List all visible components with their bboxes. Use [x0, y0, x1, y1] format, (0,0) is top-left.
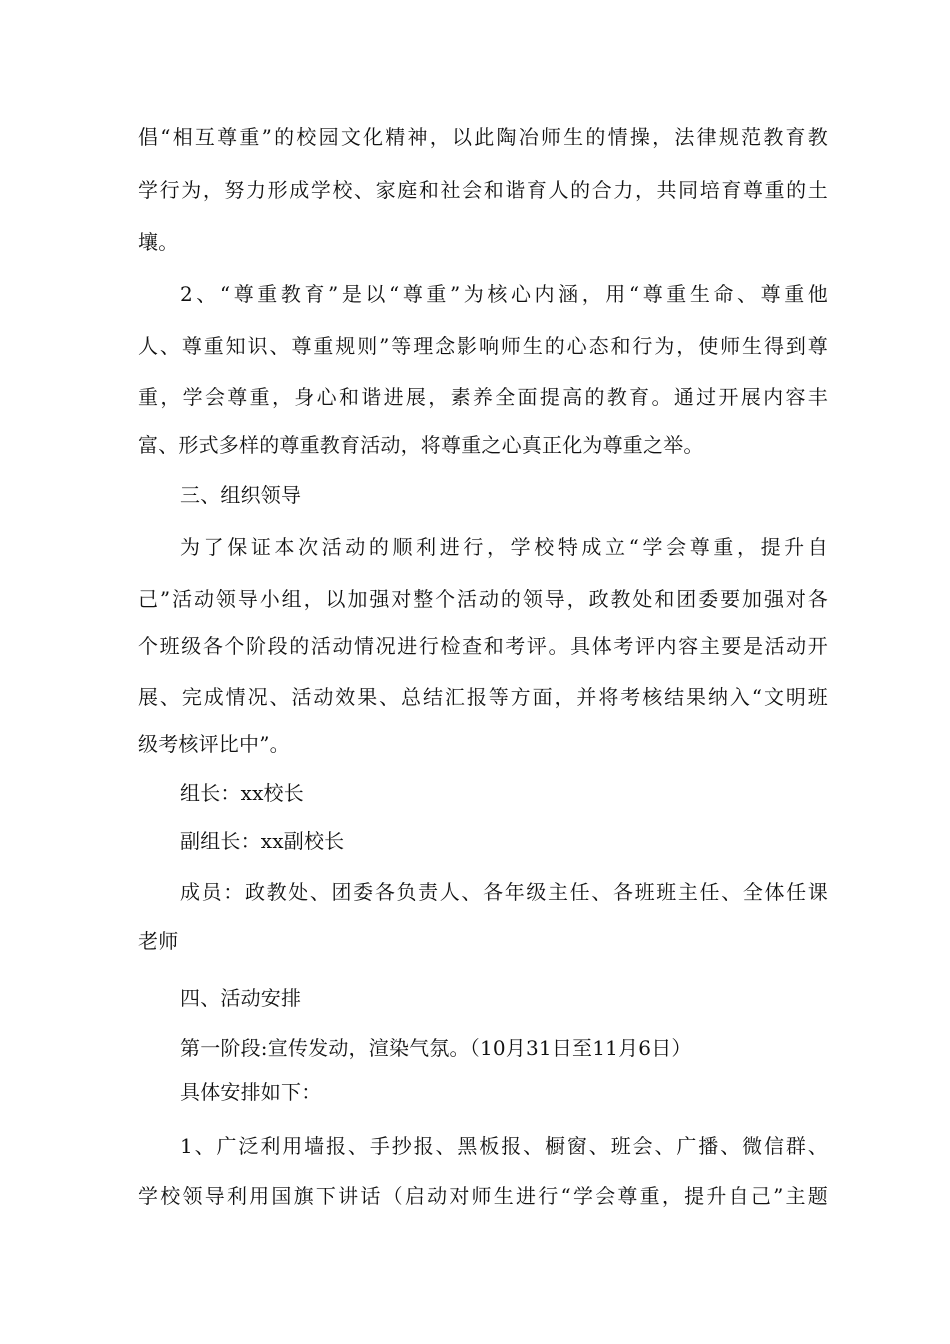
text-line: 组长：xx校长	[180, 781, 304, 805]
text-line: 展、完成情况、活动效果、总结汇报等方面，并将考核结果纳入“文明班	[138, 685, 828, 709]
section-heading: 三、组织领导	[180, 483, 302, 507]
text-line: 学行为，努力形成学校、家庭和社会和谐育人的合力，共同培育尊重的土	[138, 178, 828, 202]
text-line: 老师	[138, 929, 179, 953]
text-line: 2、“尊重教育”是以“尊重”为核心内涵，用“尊重生命、尊重他	[180, 282, 828, 306]
text-line: 壤。	[138, 230, 179, 254]
text-line: 富、形式多样的尊重教育活动，将尊重之心真正化为尊重之举。	[138, 433, 704, 457]
text-line: 倡“相互尊重”的校园文化精神，以此陶冶师生的情操，法律规范教育教	[138, 125, 828, 149]
text-line: 1、广泛利用墙报、手抄报、黑板报、橱窗、班会、广播、微信群、	[180, 1134, 828, 1158]
text-line: 具体安排如下：	[180, 1080, 322, 1104]
text-line: 重，学会尊重，身心和谐进展，素养全面提高的教育。通过开展内容丰	[138, 385, 828, 409]
text-line: 人、尊重知识、尊重规则”等理念影响师生的心态和行为，使师生得到尊	[138, 334, 828, 358]
text-line: 成员：政教处、团委各负责人、各年级主任、各班班主任、全体任课	[180, 880, 828, 904]
section-heading: 四、活动安排	[180, 986, 302, 1010]
text-line: 副组长：xx副校长	[180, 829, 345, 853]
text-line: 级考核评比中”。	[138, 732, 290, 756]
text-line: 为了保证本次活动的顺利进行，学校特成立“学会尊重，提升自	[180, 535, 828, 559]
text-line: 己”活动领导小组，以加强对整个活动的领导，政教处和团委要加强对各	[138, 587, 828, 611]
text-line: 学校领导利用国旗下讲话（启动对师生进行“学会尊重，提升自己”主题	[138, 1184, 828, 1208]
text-line: 个班级各个阶段的活动情况进行检查和考评。具体考评内容主要是活动开	[138, 634, 828, 658]
text-line: 第一阶段:宣传发动，渲染气氛。（10月31日至11月6日）	[180, 1036, 692, 1060]
